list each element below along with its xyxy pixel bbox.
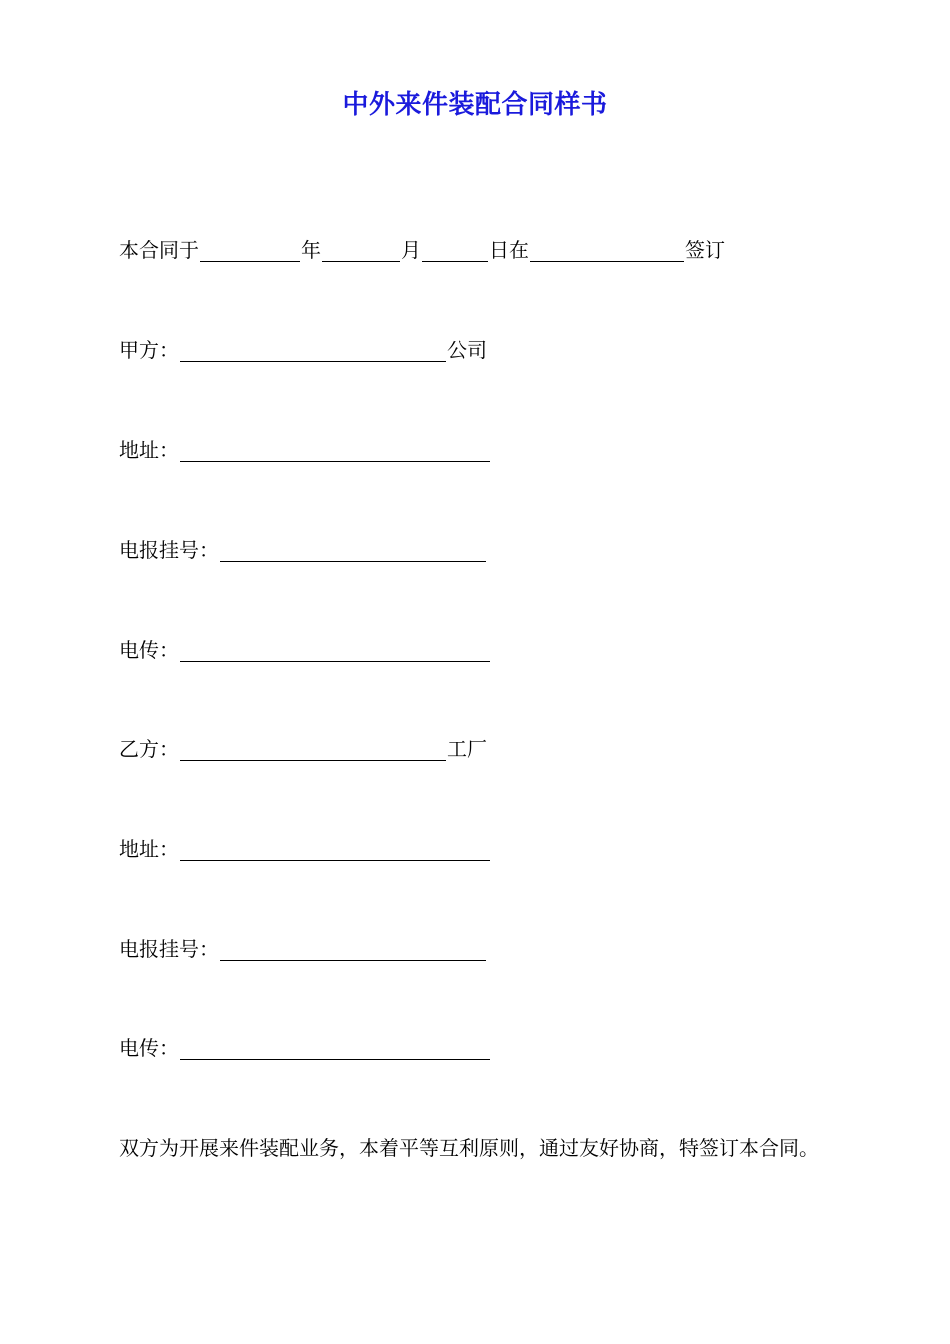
party-b-fax-line [119, 1036, 491, 1060]
party-b-address-label: 地址： [119, 837, 179, 861]
party-a-fax-label: 电传： [119, 638, 179, 662]
date-suffix: 签订 [685, 238, 725, 262]
party-b-telegraph-label: 电报挂号： [119, 937, 219, 961]
party-a-line [119, 338, 487, 362]
month-blank[interactable] [322, 240, 400, 262]
date-prefix: 本合同于 [119, 238, 199, 262]
party-b-fax-label: 电传： [119, 1036, 179, 1060]
party-a-address-blank[interactable] [180, 440, 490, 462]
signing-date-line [119, 238, 725, 262]
party-b-suffix: 工厂 [447, 737, 487, 761]
year-blank[interactable] [200, 240, 300, 262]
party-a-address-label: 地址： [119, 438, 179, 462]
year-label: 年 [301, 238, 321, 262]
contract-statement [119, 1136, 819, 1160]
party-a-telegraph-line [119, 538, 487, 562]
party-a-fax-blank[interactable] [180, 640, 490, 662]
day-label: 日在 [489, 238, 529, 262]
statement-text: 双方为开展来件装配业务，本着平等互利原则，通过友好协商，特签订本合同。 [119, 1136, 819, 1160]
day-blank[interactable] [422, 240, 488, 262]
document-title: 中外来件装配合同样书 [342, 90, 608, 120]
party-a-label: 甲方： [119, 338, 179, 362]
party-b-name-blank[interactable] [180, 739, 446, 761]
party-b-telegraph-blank[interactable] [220, 939, 486, 961]
party-a-suffix: 公司 [447, 338, 487, 362]
party-b-label: 乙方： [119, 737, 179, 761]
party-a-fax-line [119, 638, 491, 662]
party-a-telegraph-label: 电报挂号： [119, 538, 219, 562]
party-b-address-line [119, 837, 491, 861]
party-a-name-blank[interactable] [180, 340, 446, 362]
month-label: 月 [401, 238, 421, 262]
party-b-address-blank[interactable] [180, 839, 490, 861]
place-blank[interactable] [530, 240, 684, 262]
party-a-address-line [119, 438, 491, 462]
party-b-fax-blank[interactable] [180, 1038, 490, 1060]
party-b-line [119, 737, 487, 761]
party-b-telegraph-line [119, 937, 487, 961]
party-a-telegraph-blank[interactable] [220, 540, 486, 562]
